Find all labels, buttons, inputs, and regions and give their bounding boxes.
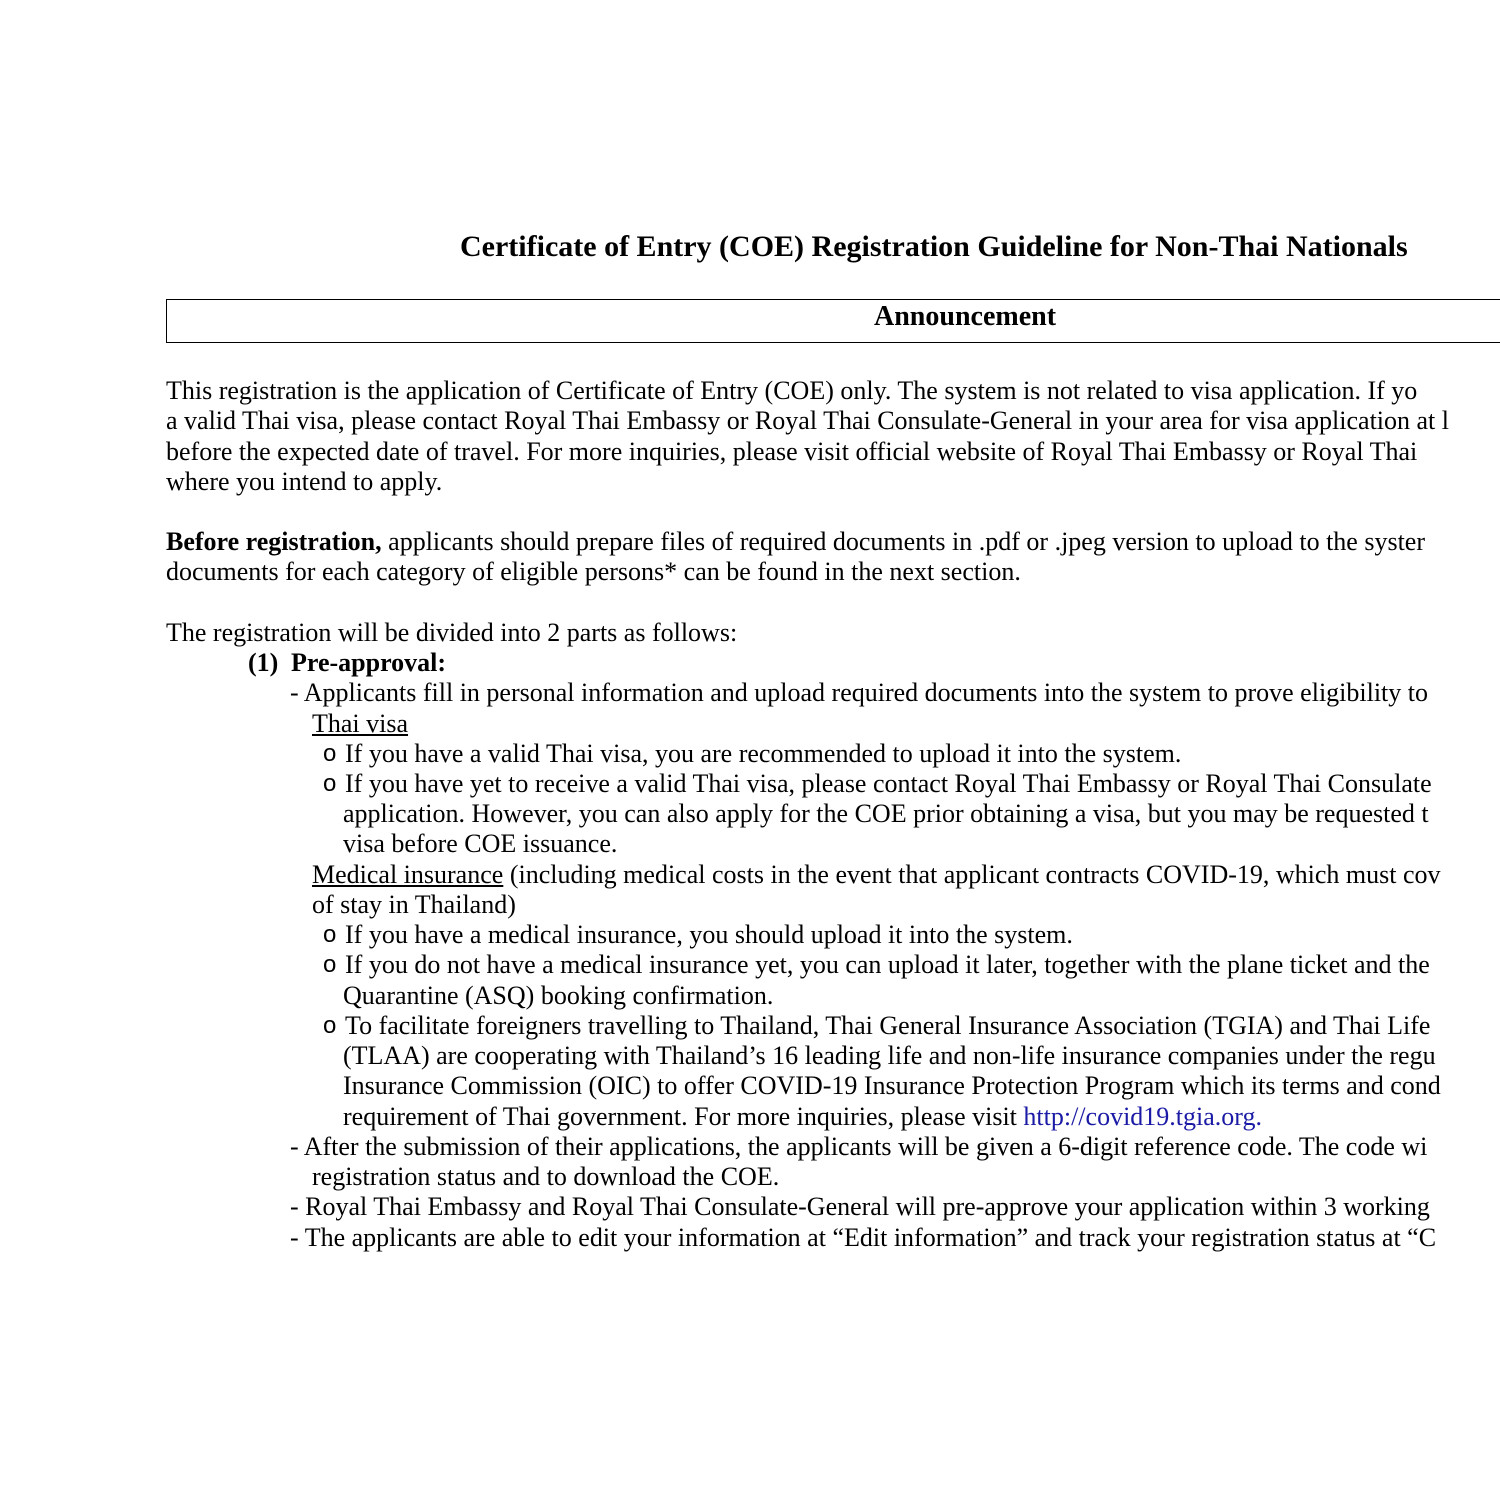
- medical-insurance-rest: (including medical costs in the event that applicant contracts COVID-19, which must cov: [503, 860, 1441, 889]
- thai-visa-label: Thai visa: [312, 709, 409, 738]
- part1-heading: Pre-approval:: [291, 648, 447, 677]
- document-title: Certificate of Entry (COE) Registration Guideline for Non-Thai Nationals: [460, 230, 1408, 263]
- bullet-marker: o: [323, 951, 337, 978]
- medical-bullet-1: If you have a medical insurance, you should upload it into the system.: [345, 920, 1073, 949]
- bullet-marker: o: [323, 1012, 337, 1039]
- medical-bullet-3-line-4: [343, 1102, 1262, 1132]
- announcement-box: [166, 299, 1500, 343]
- before-registration-rest: applicants should prepare files of required documents in .pdf or .jpeg version to upload to the syster: [381, 527, 1426, 556]
- item-pre-approve: - Royal Thai Embassy and Royal Thai Consulate-General will pre-approve your application within 3 working: [290, 1192, 1430, 1221]
- medical-bullet-3-line-3: Insurance Commission (OIC) to offer COVID-19 Insurance Protection Program which its terms and cond: [343, 1071, 1441, 1100]
- item-reference-code-line-2: registration status and to download the COE.: [312, 1162, 780, 1191]
- medical-insurance-line-2: of stay in Thailand): [312, 890, 516, 919]
- intro-line-3: before the expected date of travel. For more inquiries, please visit official website of Royal Thai Embassy or Royal Thai: [166, 437, 1418, 466]
- bullet-marker: o: [323, 921, 337, 948]
- medical-bullet-3-line-1: To facilitate foreigners travelling to Thailand, Thai General Insurance Association (TGIA) and Thai Life: [345, 1011, 1431, 1040]
- visa-bullet-2-line-3: visa before COE issuance.: [343, 829, 618, 858]
- medical-insurance-label: Medical insurance: [312, 860, 504, 889]
- medical-bullet-3-line-2: (TLAA) are cooperating with Thailand’s 16 leading life and non-life insurance companies under the regu: [343, 1041, 1436, 1070]
- before-registration-bold: Before registration,: [166, 527, 382, 556]
- tgia-link[interactable]: http://covid19.tgia.org.: [1023, 1102, 1262, 1131]
- item-applicants-fill: - Applicants fill in personal information and upload required documents into the system to prove eligibility to: [290, 678, 1429, 707]
- parts-intro: The registration will be divided into 2 parts as follows:: [166, 618, 738, 647]
- medical-bullet-3-text: requirement of Thai government. For more inquiries, please visit: [343, 1102, 1024, 1131]
- announcement-heading: Announcement: [874, 301, 1057, 332]
- intro-line-1: This registration is the application of Certificate of Entry (COE) only. The system is not related to visa application. If yo: [166, 376, 1418, 405]
- item-edit-information: - The applicants are able to edit your information at “Edit information” and track your registration status at “C: [290, 1223, 1437, 1252]
- before-registration-line-2: documents for each category of eligible persons* can be found in the next section.: [166, 557, 1021, 586]
- part1-number: (1): [248, 648, 279, 677]
- visa-bullet-1: If you have a valid Thai visa, you are recommended to upload it into the system.: [345, 739, 1182, 768]
- visa-bullet-2-line-1: If you have yet to receive a valid Thai visa, please contact Royal Thai Embassy or Royal Thai Consulate: [345, 769, 1432, 798]
- visa-bullet-2-line-2: application. However, you can also apply for the COE prior obtaining a visa, but you may be requested t: [343, 799, 1429, 828]
- intro-line-2: a valid Thai visa, please contact Royal Thai Embassy or Royal Thai Consulate-General in your area for visa application at l: [166, 406, 1450, 435]
- intro-line-4: where you intend to apply.: [166, 467, 443, 496]
- bullet-marker: o: [323, 740, 337, 767]
- bullet-marker: o: [323, 770, 337, 797]
- item-reference-code-line-1: - After the submission of their applications, the applicants will be given a 6-digit reference code. The code wi: [290, 1132, 1428, 1161]
- medical-insurance-line-1: [312, 860, 1441, 890]
- medical-bullet-2-line-2: Quarantine (ASQ) booking confirmation.: [343, 981, 774, 1010]
- medical-bullet-2-line-1: If you do not have a medical insurance yet, you can upload it later, together with the plane ticket and the: [345, 950, 1430, 979]
- before-registration-line-1: [166, 527, 1425, 557]
